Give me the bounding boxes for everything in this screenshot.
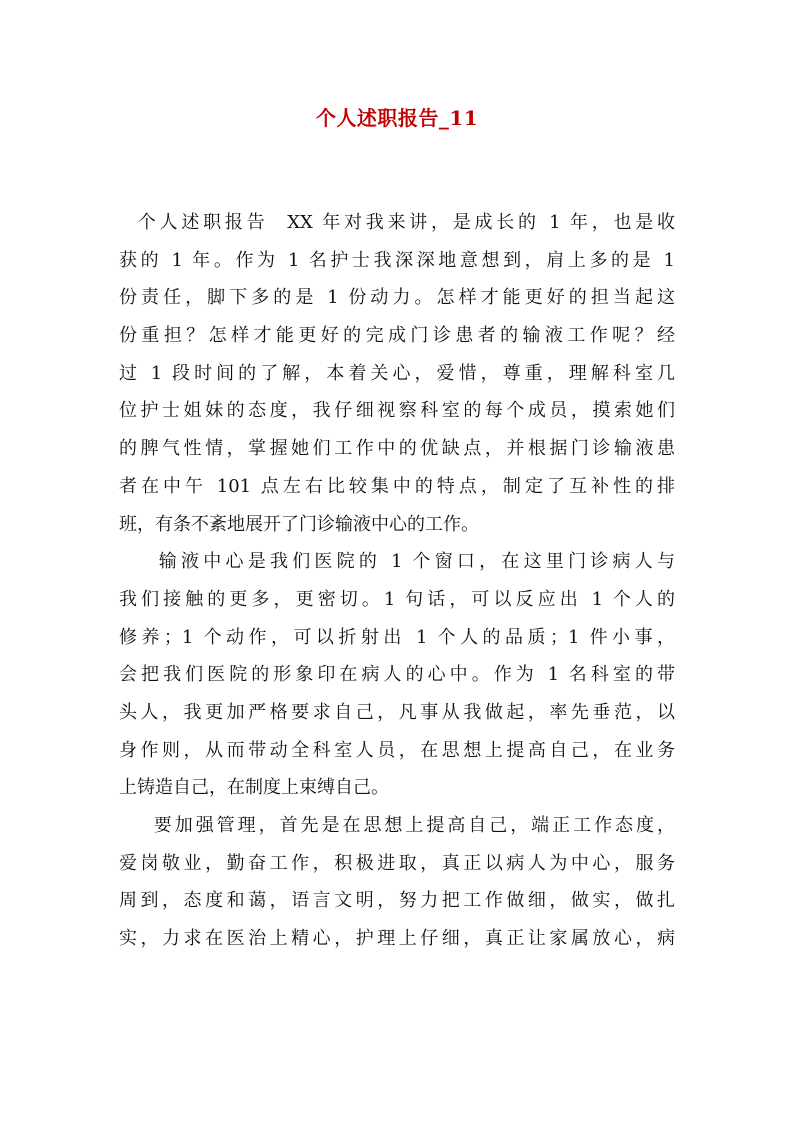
body-line: 修养；1 个动作，可以折射出 1 个人的品质；1 件小事， [119,626,675,648]
body-line: 要加强管理，首先是在思想上提高自己，端正工作态度， [119,815,675,836]
document-body [119,204,675,958]
body-line: 过 1 段时间的了解，本着关心，爱惜，尊重，理解科室几 [119,362,675,384]
body-line: 的脾气性情，掌握她们工作中的优缺点，并根据门诊输液患 [119,438,675,460]
body-line: 获的 1 年。作为 1 名护士我深深地意想到，肩上多的是 1 [119,249,675,271]
body-line: 上铸造自己，在制度上束缚自己。 [119,777,389,799]
body-line: 份重担？怎样才能更好的完成门诊患者的输液工作呢？经 [119,325,675,347]
body-line: 个人述职报告 XX 年对我来讲，是成长的 1 年，也是收 [119,212,675,233]
body-line: 位护士姐妹的态度，我仔细视察科室的每个成员，摸索她们 [119,400,675,422]
body-line: 我们接触的更多，更密切。1 句话，可以反应出 1 个人的 [119,588,675,610]
body-line: 份责任，脚下多的是 1 份动力。怎样才能更好的担当起这 [119,287,675,309]
body-line: 实，力求在医治上精心，护理上仔细，真正让家属放心，病 [119,928,675,950]
body-line: 会把我们医院的形象印在病人的心中。作为 1 名科室的带 [119,664,675,686]
body-line: 班，有条不紊地展开了门诊输液中心的工作。 [119,513,479,535]
body-line: 爱岗敬业，勤奋工作，积极进取，真正以病人为中心，服务 [119,852,675,874]
body-line: 者在中午 101 点左右比较集中的特点，制定了互补性的排 [119,475,675,497]
body-line: 头人，我更加严格要求自己，凡事从我做起，率先垂范，以 [119,701,675,723]
document-title: 个人述职报告_11 [315,106,479,130]
body-line: 周到，态度和蔼，语言文明，努力把工作做细，做实，做扎 [119,890,675,912]
body-line: 身作则，从而带动全科室人员，在思想上提高自己，在业务 [119,739,675,761]
body-line: 输液中心是我们医院的 1 个窗口，在这里门诊病人与 [119,551,675,573]
